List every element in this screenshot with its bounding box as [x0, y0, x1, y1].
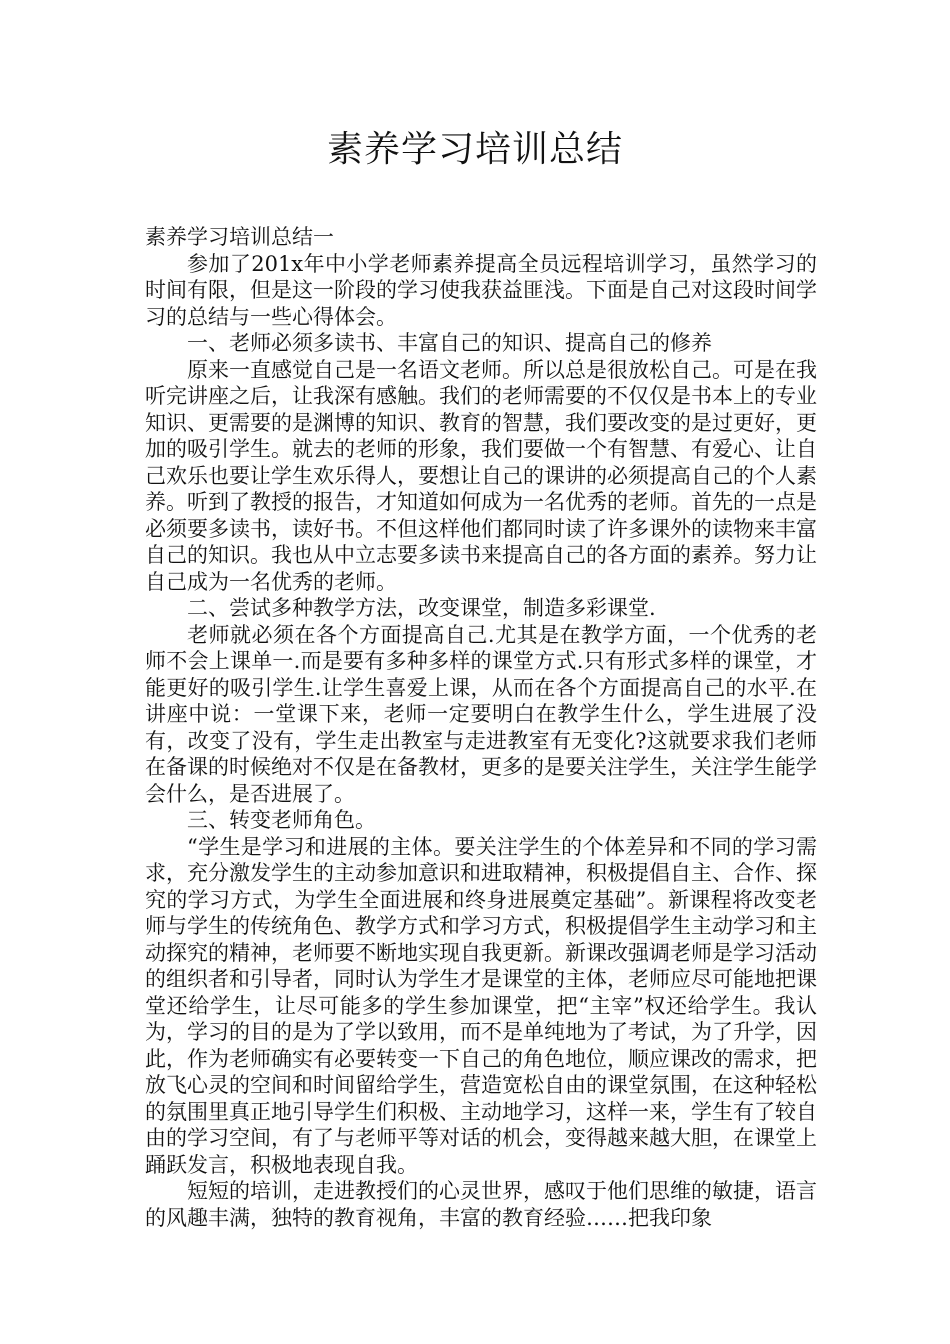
paragraph-section-2: 老师就必须在各个方面提高自己.尤其是在教学方面，一个优秀的老师不会上课单一.而是要有多种多样的课堂方式.只有形式多样的课堂，才能更好的吸引学生.让学生喜爱上课，从而在各个方面提高自己的水平.在讲座中说：一堂课下来，老师一定要明白在教学生什么，学生进展了没有，改变了没有，学生走出教室与走进教室有无变化?这就要求我们老师在备课的时候绝对不仅是在备教材，更多的是要关注学生，关注学生能学会什么，是否进展了。	[145, 622, 817, 806]
paragraph-section-1: 原来一直感觉自己是一名语文老师。所以总是很放松自己。可是在我听完讲座之后，让我深有感触。我们的老师需要的不仅仅是书本上的专业知识、更需要的是渊博的知识、教育的智慧，我们要改变的是过更好，更加的吸引学生。就去的老师的形象，我们要做一个有智慧、有爱心、让自己欢乐也要让学生欢乐得人，要想让自己的课讲的必须提高自己的个人素养。听到了教授的报告，才知道如何成为一名优秀的老师。首先的一点是必须要多读书，读好书。不但这样他们都同时读了许多课外的读物来丰富自己的知识。我也从中立志要多读书来提高自己的各方面的素养。努力让自己成为一名优秀的老师。	[145, 357, 817, 594]
heading-section-3: 三、转变老师角色。	[187, 808, 376, 832]
paragraph-intro: 参加了201x年中小学老师素养提高全员远程培训学习，虽然学习的时间有限，但是这一阶段的学习使我获益匪浅。下面是自己对这段时间学习的总结与一些心得体会。	[145, 251, 817, 329]
document-body	[145, 224, 817, 1231]
heading-section-2: 二、尝试多种教学方法，改变课堂，制造多彩课堂.	[187, 596, 656, 620]
paragraph-closing: 短短的培训，走进教授们的心灵世界，感叹于他们思维的敏捷，语言的风趣丰满，独特的教育视角，丰富的教育经验……把我印象	[145, 1179, 817, 1230]
heading-section-1: 一、老师必须多读书、丰富自己的知识、提高自己的修养	[187, 331, 712, 355]
paragraph-section-3: “学生是学习和进展的主体。要关注学生的个体差异和不同的学习需求，充分激发学生的主动参加意识和进取精神，积极提倡自主、合作、探究的学习方式，为学生全面进展和终身进展奠定基础”。新课程将改变老师与学生的传统角色、教学方式和学习方式，积极提倡学生主动学习和主动探究的精神，老师要不断地实现自我更新。新课改强调老师是学习活动的组织者和引导者，同时认为学生才是课堂的主体，老师应尽可能地把课堂还给学生，让尽可能多的学生参加课堂，把“主宰”权还给学生。我认为，学习的目的是为了学以致用，而不是单纯地为了考试，为了升学，因此，作为老师确实有必要转变一下自己的角色地位，顺应课改的需求，把放飞心灵的空间和时间留给学生，营造宽松自由的课堂氛围，在这种轻松的氛围里真正地引导学生们积极、主动地学习，这样一来，学生有了较自由的学习空间，有了与老师平等对话的机会，变得越来越大胆，在课堂上踊跃发言，积极地表现自我。	[145, 834, 817, 1177]
document-title: 素养学习培训总结	[326, 129, 623, 170]
section-subtitle: 素养学习培训总结一	[145, 225, 334, 249]
